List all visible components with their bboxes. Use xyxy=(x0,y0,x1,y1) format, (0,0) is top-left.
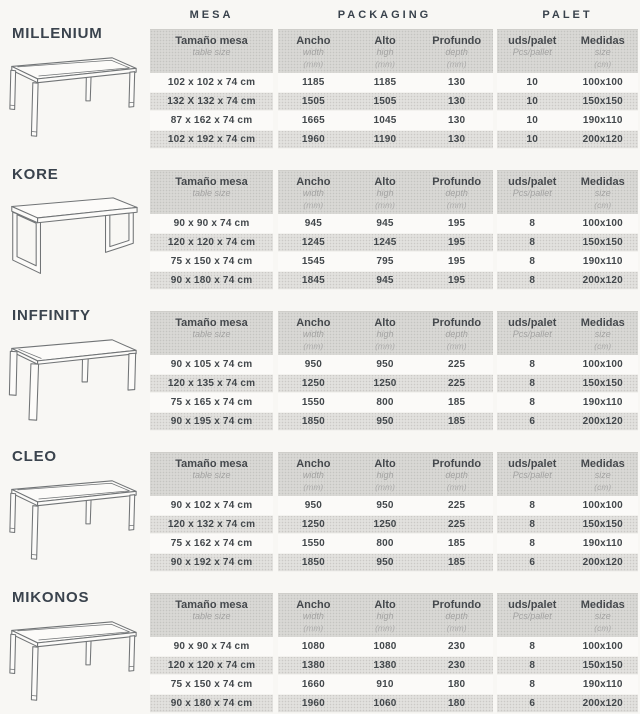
size-cell: 90 x 102 x 74 cm xyxy=(170,500,253,511)
column-header-ancho: Ancho width (mm) xyxy=(296,458,331,492)
depth-cell: 180 xyxy=(448,698,466,709)
pallet-size-cell: 190x110 xyxy=(582,679,623,690)
size-cell: 120 x 135 x 74 cm xyxy=(167,378,256,389)
table-row xyxy=(497,694,638,713)
size-cell: 75 x 150 x 74 cm xyxy=(170,679,253,690)
table-row xyxy=(150,496,273,515)
product-section xyxy=(0,25,640,170)
table-row xyxy=(150,233,273,252)
table-row xyxy=(150,694,273,713)
pallet-size-cell: 100x100 xyxy=(582,500,623,511)
table-row xyxy=(150,412,273,431)
table-row xyxy=(278,111,493,130)
table-row xyxy=(150,252,273,271)
pallet-size-cell: 100x100 xyxy=(582,359,623,370)
pallet-size-cell: 200x120 xyxy=(582,134,623,145)
table-row xyxy=(497,214,638,233)
column-header-medidas: Medidas size (cm) xyxy=(580,599,625,633)
high-cell: 1505 xyxy=(373,96,397,107)
spec-table xyxy=(150,29,638,149)
table-row xyxy=(150,515,273,534)
pcs-pallet-cell: 10 xyxy=(526,96,539,107)
column-header-medidas: Medidas size (cm) xyxy=(580,35,625,69)
pallet-size-cell: 150x150 xyxy=(582,96,623,107)
table-row xyxy=(497,355,638,374)
mesa-group xyxy=(150,593,273,713)
pallet-size-cell: 150x150 xyxy=(582,519,623,530)
size-cell: 120 x 120 x 74 cm xyxy=(167,237,256,248)
depth-cell: 225 xyxy=(448,378,466,389)
pallet-size-cell: 150x150 xyxy=(582,378,623,389)
packaging-group xyxy=(278,593,493,713)
column-header-uds-palet: uds/palet Pcs/pallet xyxy=(508,317,557,339)
table-row xyxy=(497,534,638,553)
four-leg-table-icon xyxy=(6,618,140,706)
width-cell: 1250 xyxy=(301,519,325,530)
width-cell: 1380 xyxy=(301,660,325,671)
column-header-medidas: Medidas size (cm) xyxy=(580,176,625,210)
column-header-alto: Alto high (mm) xyxy=(374,176,396,210)
pcs-pallet-cell: 6 xyxy=(529,557,536,568)
column-header-uds-palet: uds/palet Pcs/pallet xyxy=(508,176,557,198)
table-row xyxy=(278,694,493,713)
high-cell: 1080 xyxy=(373,641,397,652)
product-name: MIKONOS xyxy=(12,589,90,606)
depth-cell: 185 xyxy=(448,416,466,427)
pallet-size-cell: 150x150 xyxy=(582,660,623,671)
table-row xyxy=(278,271,493,290)
column-header-alto: Alto high (mm) xyxy=(374,317,396,351)
table-row xyxy=(150,675,273,694)
width-cell: 1245 xyxy=(301,237,325,248)
pallet-size-cell: 100x100 xyxy=(582,218,623,229)
high-cell: 950 xyxy=(376,416,394,427)
size-cell: 75 x 165 x 74 cm xyxy=(170,397,253,408)
depth-cell: 185 xyxy=(448,538,466,549)
depth-cell: 225 xyxy=(448,359,466,370)
high-cell: 950 xyxy=(376,500,394,511)
product-left-pane xyxy=(12,448,150,565)
table-row xyxy=(497,130,638,149)
palet-group xyxy=(497,170,638,290)
column-header-uds-palet: uds/palet Pcs/pallet xyxy=(508,458,557,480)
table-row xyxy=(497,271,638,290)
depth-cell: 230 xyxy=(448,641,466,652)
width-cell: 1960 xyxy=(301,134,325,145)
pallet-size-cell: 100x100 xyxy=(582,641,623,652)
packaging-group xyxy=(278,311,493,431)
mesa-group xyxy=(150,311,273,431)
table-row xyxy=(497,252,638,271)
depth-cell: 195 xyxy=(448,218,466,229)
pcs-pallet-cell: 8 xyxy=(529,538,536,549)
column-header-tamano-mesa: Tamaño mesa table size xyxy=(175,317,248,339)
table-row xyxy=(497,553,638,572)
pcs-pallet-cell: 6 xyxy=(529,698,536,709)
depth-cell: 130 xyxy=(448,115,466,126)
table-row xyxy=(497,515,638,534)
width-cell: 945 xyxy=(304,218,322,229)
depth-cell: 225 xyxy=(448,500,466,511)
table-row xyxy=(278,130,493,149)
table-row xyxy=(150,656,273,675)
column-header-profundo: Profundo depth (mm) xyxy=(432,176,482,210)
width-cell: 1665 xyxy=(301,115,325,126)
table-row xyxy=(150,111,273,130)
column-header-ancho: Ancho width (mm) xyxy=(296,317,331,351)
high-cell: 1185 xyxy=(373,77,397,88)
high-cell: 950 xyxy=(376,359,394,370)
table-row xyxy=(278,656,493,675)
column-header-tamano-mesa: Tamaño mesa table size xyxy=(175,176,248,198)
column-header-alto: Alto high (mm) xyxy=(374,35,396,69)
size-cell: 87 x 162 x 74 cm xyxy=(170,115,253,126)
size-cell: 75 x 150 x 74 cm xyxy=(170,256,253,267)
table-row xyxy=(278,393,493,412)
width-cell: 1850 xyxy=(301,416,325,427)
size-cell: 90 x 90 x 74 cm xyxy=(173,218,250,229)
column-header-tamano-mesa: Tamaño mesa table size xyxy=(175,35,248,57)
pallet-size-cell: 190x110 xyxy=(582,538,623,549)
column-header-uds-palet: uds/palet Pcs/pallet xyxy=(508,35,557,57)
table-row xyxy=(278,92,493,111)
spec-table xyxy=(150,170,638,290)
table-row xyxy=(278,553,493,572)
palet-group xyxy=(497,593,638,713)
high-cell: 945 xyxy=(376,275,394,286)
table-row xyxy=(278,496,493,515)
four-leg-table-icon xyxy=(6,477,140,565)
pallet-size-cell: 190x110 xyxy=(582,256,623,267)
high-cell: 945 xyxy=(376,218,394,229)
product-left-pane xyxy=(12,25,150,142)
depth-cell: 225 xyxy=(448,519,466,530)
width-cell: 1185 xyxy=(302,77,325,88)
pallet-size-cell: 200x120 xyxy=(582,557,623,568)
width-cell: 1505 xyxy=(301,96,325,107)
size-cell: 132 X 132 x 74 cm xyxy=(167,96,256,107)
width-cell: 1960 xyxy=(301,698,325,709)
width-cell: 1660 xyxy=(301,679,325,690)
table-row xyxy=(497,496,638,515)
table-row xyxy=(150,214,273,233)
pallet-size-cell: 200x120 xyxy=(582,416,623,427)
table-row xyxy=(278,214,493,233)
pcs-pallet-cell: 8 xyxy=(529,359,536,370)
table-row xyxy=(278,233,493,252)
table-row xyxy=(150,73,273,92)
table-row xyxy=(497,412,638,431)
depth-cell: 185 xyxy=(448,557,466,568)
palet-group xyxy=(497,29,638,149)
depth-cell: 130 xyxy=(448,77,466,88)
table-row xyxy=(497,637,638,656)
high-cell: 1060 xyxy=(373,698,397,709)
loop-leg-table-icon xyxy=(6,195,140,283)
column-header-uds-palet: uds/palet Pcs/pallet xyxy=(508,599,557,621)
column-header-alto: Alto high (mm) xyxy=(374,599,396,633)
pcs-pallet-cell: 10 xyxy=(526,134,539,145)
product-name: MILLENIUM xyxy=(12,25,103,42)
corner-leg-table-icon xyxy=(6,336,140,424)
depth-cell: 195 xyxy=(448,237,466,248)
size-cell: 90 x 192 x 74 cm xyxy=(170,557,253,568)
packaging-group xyxy=(278,170,493,290)
pcs-pallet-cell: 8 xyxy=(529,378,536,389)
product-section xyxy=(0,307,640,452)
column-header-ancho: Ancho width (mm) xyxy=(296,35,331,69)
table-row xyxy=(497,73,638,92)
pcs-pallet-cell: 8 xyxy=(529,275,536,286)
table-row xyxy=(497,393,638,412)
product-left-pane xyxy=(12,166,150,283)
width-cell: 1250 xyxy=(301,378,325,389)
pcs-pallet-cell: 8 xyxy=(529,519,536,530)
spec-table xyxy=(150,593,638,713)
mesa-group xyxy=(150,452,273,572)
high-cell: 800 xyxy=(376,538,394,549)
packaging-group xyxy=(278,29,493,149)
width-cell: 1545 xyxy=(301,256,325,267)
table-row xyxy=(150,637,273,656)
band-header-palet: PALET xyxy=(542,9,593,21)
depth-cell: 185 xyxy=(448,397,466,408)
pallet-size-cell: 200x120 xyxy=(582,698,623,709)
table-row xyxy=(278,374,493,393)
size-cell: 120 x 120 x 74 cm xyxy=(167,660,256,671)
size-cell: 90 x 105 x 74 cm xyxy=(170,359,253,370)
high-cell: 1380 xyxy=(373,660,397,671)
table-row xyxy=(150,534,273,553)
four-leg-table-icon xyxy=(6,54,140,142)
size-cell: 90 x 180 x 74 cm xyxy=(170,275,253,286)
column-header-profundo: Profundo depth (mm) xyxy=(432,317,482,351)
table-row xyxy=(150,553,273,572)
size-cell: 102 x 192 x 74 cm xyxy=(167,134,256,145)
pallet-size-cell: 150x150 xyxy=(582,237,623,248)
palet-group xyxy=(497,311,638,431)
packaging-group xyxy=(278,452,493,572)
table-row xyxy=(497,656,638,675)
table-row xyxy=(497,233,638,252)
high-cell: 1250 xyxy=(373,519,397,530)
width-cell: 950 xyxy=(304,500,322,511)
table-row xyxy=(278,412,493,431)
column-header-alto: Alto high (mm) xyxy=(374,458,396,492)
column-header-medidas: Medidas size (cm) xyxy=(580,317,625,351)
width-cell: 950 xyxy=(304,359,322,370)
size-cell: 90 x 180 x 74 cm xyxy=(170,698,253,709)
high-cell: 1245 xyxy=(373,237,397,248)
depth-cell: 180 xyxy=(448,679,466,690)
pcs-pallet-cell: 10 xyxy=(526,77,539,88)
mesa-group xyxy=(150,170,273,290)
table-row xyxy=(150,271,273,290)
size-cell: 90 x 195 x 74 cm xyxy=(170,416,253,427)
depth-cell: 130 xyxy=(448,96,466,107)
product-section xyxy=(0,448,640,593)
pcs-pallet-cell: 8 xyxy=(529,397,536,408)
mesa-group xyxy=(150,29,273,149)
pcs-pallet-cell: 8 xyxy=(529,660,536,671)
pcs-pallet-cell: 8 xyxy=(529,679,536,690)
table-row xyxy=(150,92,273,111)
pcs-pallet-cell: 10 xyxy=(526,115,539,126)
pcs-pallet-cell: 8 xyxy=(529,641,536,652)
column-header-medidas: Medidas size (cm) xyxy=(580,458,625,492)
column-header-profundo: Profundo depth (mm) xyxy=(432,599,482,633)
product-section xyxy=(0,166,640,311)
pallet-size-cell: 100x100 xyxy=(582,77,623,88)
pallet-size-cell: 200x120 xyxy=(582,275,623,286)
pcs-pallet-cell: 8 xyxy=(529,256,536,267)
depth-cell: 130 xyxy=(448,134,466,145)
table-row xyxy=(497,374,638,393)
pallet-size-cell: 190x110 xyxy=(582,115,623,126)
table-row xyxy=(278,534,493,553)
column-header-tamano-mesa: Tamaño mesa table size xyxy=(175,599,248,621)
table-row xyxy=(278,515,493,534)
high-cell: 800 xyxy=(376,397,394,408)
high-cell: 1250 xyxy=(373,378,397,389)
width-cell: 1550 xyxy=(301,538,325,549)
width-cell: 1550 xyxy=(301,397,325,408)
table-row xyxy=(150,393,273,412)
pcs-pallet-cell: 8 xyxy=(529,237,536,248)
product-name: KORE xyxy=(12,166,59,183)
table-row xyxy=(150,130,273,149)
spec-table xyxy=(150,311,638,431)
band-header-mesa: MESA xyxy=(189,9,234,21)
product-section xyxy=(0,589,640,714)
high-cell: 910 xyxy=(376,679,394,690)
spec-table xyxy=(150,452,638,572)
table-row xyxy=(278,355,493,374)
size-cell: 120 x 132 x 74 cm xyxy=(167,519,256,530)
table-row xyxy=(497,111,638,130)
size-cell: 102 x 102 x 74 cm xyxy=(167,77,256,88)
high-cell: 950 xyxy=(376,557,394,568)
pcs-pallet-cell: 8 xyxy=(529,500,536,511)
width-cell: 1850 xyxy=(301,557,325,568)
product-name: CLEO xyxy=(12,448,57,465)
high-cell: 795 xyxy=(376,256,394,267)
size-cell: 90 x 90 x 74 cm xyxy=(173,641,250,652)
table-row xyxy=(497,675,638,694)
table-row xyxy=(278,73,493,92)
table-row xyxy=(150,355,273,374)
high-cell: 1190 xyxy=(373,134,397,145)
table-row xyxy=(497,92,638,111)
column-header-ancho: Ancho width (mm) xyxy=(296,176,331,210)
width-cell: 1845 xyxy=(301,275,325,286)
column-header-tamano-mesa: Tamaño mesa table size xyxy=(175,458,248,480)
width-cell: 1080 xyxy=(301,641,325,652)
high-cell: 1045 xyxy=(373,115,397,126)
product-name: INFFINITY xyxy=(12,307,91,324)
pcs-pallet-cell: 6 xyxy=(529,416,536,427)
column-header-profundo: Profundo depth (mm) xyxy=(432,35,482,69)
table-row xyxy=(278,252,493,271)
column-header-ancho: Ancho width (mm) xyxy=(296,599,331,633)
product-left-pane xyxy=(12,307,150,424)
depth-cell: 195 xyxy=(448,275,466,286)
size-cell: 75 x 162 x 74 cm xyxy=(170,538,253,549)
depth-cell: 195 xyxy=(448,256,466,267)
table-row xyxy=(150,374,273,393)
depth-cell: 230 xyxy=(448,660,466,671)
product-left-pane xyxy=(12,589,150,706)
palet-group xyxy=(497,452,638,572)
band-header-packaging: PACKAGING xyxy=(337,9,432,21)
pcs-pallet-cell: 8 xyxy=(529,218,536,229)
column-header-profundo: Profundo depth (mm) xyxy=(432,458,482,492)
table-row xyxy=(278,637,493,656)
table-row xyxy=(278,675,493,694)
pallet-size-cell: 190x110 xyxy=(582,397,623,408)
